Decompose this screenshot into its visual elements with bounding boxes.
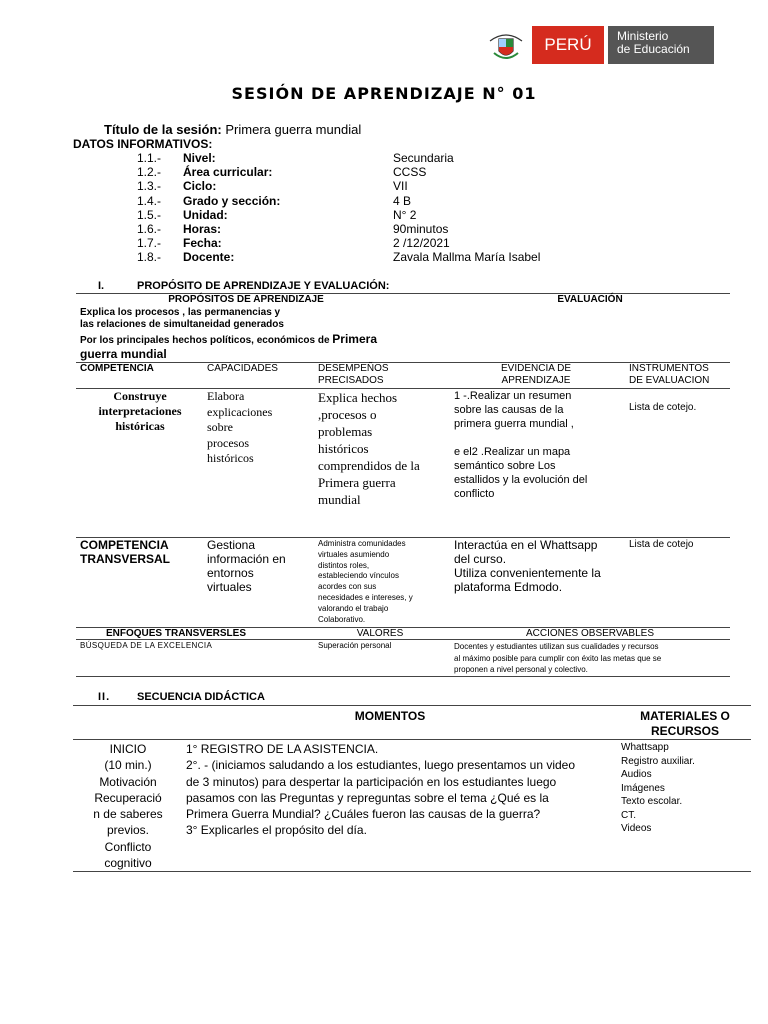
list-item: Texto escolar.: [621, 796, 683, 807]
text-line: del curso.: [454, 552, 507, 566]
section1-number: I.: [98, 280, 105, 292]
datos-label: Docente:: [183, 250, 235, 265]
instrumentos-header: INSTRUMENTOS DE EVALUACION: [629, 363, 710, 386]
text-line: cognitivo: [104, 856, 152, 871]
row1-desempenos: [318, 389, 420, 508]
list-item: Imágenes: [621, 782, 665, 794]
text-line: Utiliza convenientemente la: [454, 566, 601, 580]
text-line: virtuales asumiendo: [318, 549, 390, 559]
text-line: al máximo posible para cumplir con éxito las metas que se: [454, 653, 662, 663]
text-line: información en: [207, 552, 286, 566]
text-line: procesos: [207, 435, 249, 450]
list-item: Registro auxiliar.: [621, 755, 695, 767]
text-line: Recuperació: [94, 790, 162, 805]
text-line: 3° Explicarles el propósito del día.: [186, 823, 367, 838]
text-line: Interactúa en el Whattsapp: [454, 538, 598, 552]
list-item: Whattsapp: [621, 742, 669, 753]
text-line: proponen a nivel personal y colectivo.: [454, 665, 588, 674]
text-line: ,procesos o: [318, 407, 377, 422]
row2-desempenos: [318, 539, 413, 625]
text-line: Administra comunidades: [318, 539, 406, 548]
datos-number: 1.2.-: [137, 165, 162, 180]
text-line: Docentes y estudiantes utilizan sus cualidades y recursos: [454, 642, 659, 651]
text-line: Explica hechos: [318, 390, 398, 405]
text-line: Conflicto: [104, 839, 152, 854]
datos-value: Secundaria: [393, 151, 454, 165]
acciones-header: ACCIONES OBSERVABLES: [525, 628, 654, 639]
text-line: 2°. - (iniciamos saludando a los estudiantes, luego presentamos un video: [186, 758, 576, 773]
text-line: distintos roles,: [318, 560, 370, 570]
ministerio-label: Ministerio de Educación: [608, 26, 714, 64]
row1-instrumentos: Lista de cotejo.: [629, 402, 697, 413]
section2-title: SECUENCIA DIDÁCTICA: [137, 691, 265, 703]
text-line: n de saberes: [93, 807, 163, 822]
text-line: necesidades e intereses, y: [318, 592, 413, 602]
section1-title: PROPÓSITO DE APRENDIZAJE Y EVALUACIÓN:: [137, 280, 390, 292]
text-line: (10 min.): [104, 758, 152, 773]
datos-heading: DATOS INFORMATIVOS:: [73, 137, 213, 151]
text-line: explicaciones: [207, 404, 273, 419]
valores-header: VALORES: [356, 628, 404, 639]
text-line: 1 -.Realizar un resumen: [454, 390, 572, 402]
datos-value: Zavala Mallma María Isabel: [393, 250, 541, 265]
enfoques-header: ENFOQUES TRANSVERSLES: [105, 628, 247, 639]
text-line: sobre las causas de la: [454, 404, 564, 416]
propositos-header: PROPÓSITOS DE APRENDIZAJE: [168, 294, 324, 305]
row1-evidencia: [454, 389, 587, 501]
datos-number: 1.5.-: [137, 207, 162, 222]
text-line: acordes con sus: [318, 582, 377, 592]
text-line: INICIO: [109, 742, 147, 756]
text-line: Primera guerra: [318, 475, 396, 490]
text-line: 1° REGISTRO DE LA ASISTENCIA.: [186, 742, 379, 756]
text-line: problemas: [318, 424, 373, 439]
peru-label: PERÚ: [532, 26, 604, 64]
datos-number: 1.7.-: [137, 236, 162, 251]
datos-number: 1.6.-: [137, 222, 162, 236]
row2-competencia: [80, 538, 170, 566]
text-line: Gestiona: [207, 538, 256, 552]
list-item: Audios: [621, 769, 652, 780]
acciones-value: [454, 641, 661, 676]
materiales-list: [621, 741, 695, 836]
text-line: mundial: [318, 492, 361, 507]
valor-value: Superación personal: [318, 641, 392, 650]
text-line: valorando el trabajo: [318, 603, 389, 613]
row2-evidencia: [454, 538, 601, 594]
proposito-text: Explica los procesos , las permanencias y las relaciones de simultaneidad generados Por los principales hechos políticos, económicos de Primera guerra mundial: [80, 307, 377, 361]
text-line: Primera Guerra Mundial? ¿Cuáles fueron las causas de la guerra?: [186, 807, 541, 822]
materiales-header: MATERIALES O RECURSOS: [640, 709, 730, 738]
section2-number: II.: [98, 691, 111, 703]
ministerio-logo: [480, 26, 714, 64]
text-line: pasamos con las Preguntas y repreguntas sobre el tema ¿Qué es la: [186, 790, 549, 805]
datos-label: Nivel:: [183, 151, 216, 165]
datos-label: Área curricular:: [183, 165, 273, 180]
row2-capacidades: [207, 538, 286, 594]
momentos-header: MOMENTOS: [354, 709, 426, 723]
datos-label: Grado y sección:: [183, 193, 281, 208]
datos-value: VII: [393, 179, 408, 194]
text-line: de 3 minutos) para despertar la participación en los estudiantes luego: [186, 774, 557, 789]
text-line: TRANSVERSAL: [80, 552, 171, 566]
capacidades-header: CAPACIDADES: [207, 363, 278, 374]
text-line: COMPETENCIA: [80, 538, 169, 552]
text-line: sobre: [207, 420, 233, 434]
datos-number: 1.3.-: [137, 179, 162, 194]
text-line: virtuales: [207, 580, 252, 594]
datos-number: 1.8.-: [137, 250, 162, 265]
datos-label: Horas:: [183, 222, 222, 236]
session-title: Título de la sesión: Primera guerra mundial: [104, 122, 362, 137]
evaluacion-header: EVALUACIÓN: [557, 294, 623, 305]
text-line: estallidos y la evolución del: [454, 474, 588, 486]
text-line: [454, 431, 587, 445]
text-line: e el2 .Realizar un mapa: [454, 446, 571, 458]
datos-value: 90minutos: [393, 222, 449, 236]
actividades-text: [186, 741, 575, 839]
datos-value: 2 /12/2021: [393, 236, 450, 251]
row2-instrumentos: Lista de cotejo: [629, 539, 694, 550]
inicio-moment: [78, 741, 178, 871]
competencia-header: COMPETENCIA: [80, 363, 154, 374]
text-line: primera guerra mundial ,: [454, 418, 574, 430]
datos-value: CCSS: [393, 165, 427, 180]
text-line: históricos: [207, 451, 254, 465]
text-line: históricas: [115, 419, 165, 433]
text-line: entornos: [207, 566, 254, 580]
list-item: Videos: [621, 823, 652, 834]
page-title: SESIÓN DE APRENDIZAJE N° 01: [231, 84, 537, 103]
datos-label: Unidad:: [183, 207, 228, 222]
text-line: previos.: [106, 823, 150, 838]
text-line: Construye: [113, 389, 167, 403]
text-line: comprendidos de la: [318, 458, 420, 473]
datos-label: Ciclo:: [183, 179, 217, 194]
text-line: Elabora: [207, 389, 245, 403]
text-line: conflicto: [454, 488, 495, 500]
enfoque-value: BÚSQUEDA DE LA EXCELENCIA: [80, 641, 213, 650]
text-line: semántico sobre Los: [454, 460, 556, 472]
text-line: interpretaciones: [98, 404, 182, 418]
row1-competencia: [78, 389, 202, 434]
text-line: plataforma Edmodo.: [454, 580, 563, 594]
text-line: históricos: [318, 441, 369, 456]
datos-value: N° 2: [393, 207, 417, 222]
text-line: estableciendo vínculos: [318, 571, 399, 581]
datos-number: 1.1.-: [137, 151, 162, 165]
datos-value: 4 B: [393, 193, 412, 208]
coat-of-arms-icon: [480, 26, 532, 64]
datos-number: 1.4.-: [137, 193, 162, 208]
row1-capacidades: [207, 389, 272, 467]
evidencia-header: EVIDENCIA DE APRENDIZAJE: [500, 363, 572, 386]
list-item: CT.: [621, 809, 636, 821]
text-line: Motivación: [99, 774, 157, 789]
datos-label: Fecha:: [183, 236, 222, 251]
desempenos-header: DESEMPEÑOS PRECISADOS: [318, 363, 389, 386]
text-line: Colaborativo.: [318, 614, 366, 624]
